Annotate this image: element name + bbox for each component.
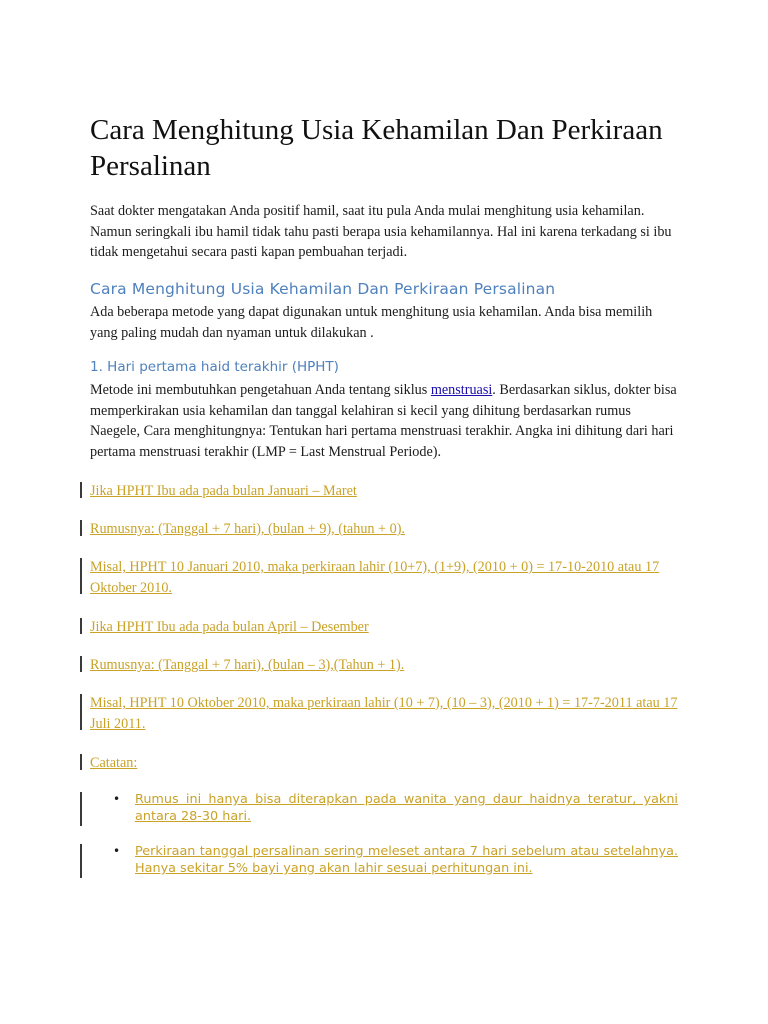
note-text: Rumus ini hanya bisa diterapkan pada wanita yang daur haidnya teratur, yakni antara 28-30 hari. xyxy=(135,792,678,824)
change-bar xyxy=(80,482,82,498)
note-text: Perkiraan tanggal persalinan sering meleset antara 7 hari sebelum atau setelahnya. Hanya sekitar 5% bayi yang akan lahir sesuai perhitungan ini. xyxy=(135,844,678,876)
change-bar xyxy=(80,558,82,594)
section-heading: Cara Menghitung Usia Kehamilan Dan Perkiraan Persalinan xyxy=(90,280,556,298)
change-bar xyxy=(80,844,82,878)
formula-text: Misal, HPHT 10 Januari 2010, maka perkiraan lahir (10+7), (1+9), (2010 + 0) = 17-10-2010 atau 17 Oktober 2010. xyxy=(90,559,660,596)
menstruasi-link[interactable]: menstruasi xyxy=(430,382,493,398)
notes-label xyxy=(90,753,682,774)
formula-line xyxy=(90,693,682,734)
formula-line xyxy=(90,617,682,638)
page-title: Cara Menghitung Usia Kehamilan Dan Perkiraan Persalinan xyxy=(90,114,663,182)
formula-line xyxy=(90,519,682,540)
bullet-icon: • xyxy=(113,792,121,806)
notes-label-text: Catatan: xyxy=(90,755,138,771)
change-bar xyxy=(80,792,82,826)
change-bar xyxy=(80,618,82,634)
formula-text: Rumusnya: (Tanggal + 7 hari), (bulan + 9), (tahun + 0). xyxy=(90,521,405,537)
intro-paragraph: Saat dokter mengatakan Anda positif hamil, saat itu pula Anda mulai menghitung usia kehamilan. Namun seringkali ibu hamil tidak tahu pasti berapa usia kehamilannya. Hal ini karena terkadang si ibu tidak mengetahui secara pasti kapan pembuahan terjadi. xyxy=(90,203,672,260)
formula-line xyxy=(90,557,682,598)
section-paragraph: Ada beberapa metode yang dapat digunakan untuk menghitung usia kehamilan. Anda bisa memilih yang paling mudah dan nyaman untuk dilakukan . xyxy=(90,304,653,341)
formula-text: Jika HPHT Ibu ada pada bulan April – Desember xyxy=(90,619,369,635)
formula-line xyxy=(90,481,682,502)
formula-text: Misal, HPHT 10 Oktober 2010, maka perkiraan lahir (10 + 7), (10 – 3), (2010 + 1) = 17-7-2011 atau 17 Juli 2011. xyxy=(90,695,678,732)
formula-text: Jika HPHT Ibu ada pada bulan Januari – Maret xyxy=(90,483,357,499)
change-bar xyxy=(80,694,82,730)
method-text-after: . Berdasarkan siklus, dokter bisa memperkirakan usia kehamilan dan tanggal kelahiran si kecil yang dihitung berdasarkan rumus Naegele, Cara menghitungnya: Tentukan hari pertama menstruasi terakhir. Angka ini dihitung dari hari pertama menstruasi terakhir (LMP = Last Menstrual Periode). xyxy=(90,382,677,460)
method-paragraph xyxy=(90,380,680,462)
bullet-icon: • xyxy=(113,844,121,858)
method-text-before: Metode ini membutuhkan pengetahuan Anda tentang siklus xyxy=(90,382,431,398)
change-bar xyxy=(80,520,82,536)
formula-line xyxy=(90,655,682,676)
formula-text: Rumusnya: (Tanggal + 7 hari), (bulan – 3),(Tahun + 1). xyxy=(90,657,405,673)
change-bar xyxy=(80,754,82,770)
method-heading: 1. Hari pertama haid terakhir (HPHT) xyxy=(90,359,339,375)
change-bar xyxy=(80,656,82,672)
